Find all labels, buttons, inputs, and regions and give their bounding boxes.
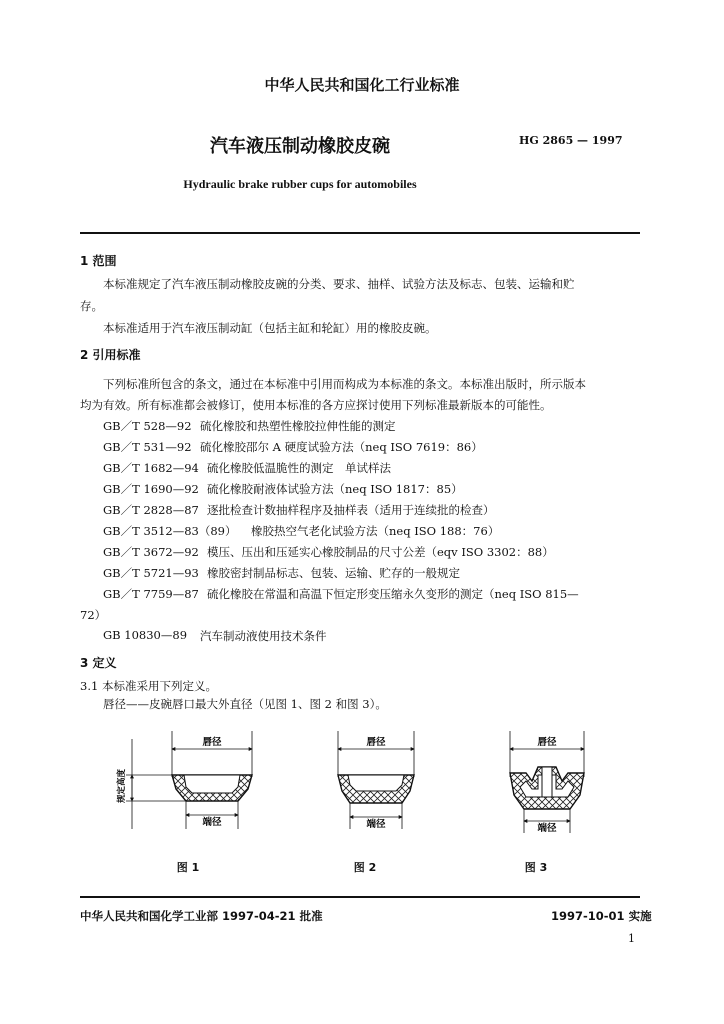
ref-title: 硫化橡胶低温脆性的测定 单试样法 xyxy=(207,461,391,475)
fig1-height-label: 规定高度 xyxy=(117,768,127,803)
ref-code: GB／T 1690—92 xyxy=(103,482,199,496)
ref-code: GB／T 3512—83（89） xyxy=(103,524,237,538)
section-1-heading: 1 范围 xyxy=(80,254,117,268)
section-3-heading: 3 定义 xyxy=(80,656,117,670)
section-2-para-1: 下列标准所包含的条文，通过在本标准中引用而构成为本标准的条文。本标准出版时，所示版本 xyxy=(103,377,586,391)
ref-title: 汽车制动液使用技术条件 xyxy=(200,629,327,643)
ref-title: 模压、压出和压延实心橡胶制品的尺寸公差（eqv ISO 3302：88） xyxy=(207,545,554,559)
definition-lip-diameter: 唇径——皮碗唇口最大外直径（见图 1、图 2 和图 3）。 xyxy=(103,697,387,711)
section-1-para-1: 本标准规定了汽车液压制动橡胶皮碗的分类、要求、抽样、试验方法及标志、包装、运输和贮 xyxy=(103,277,575,291)
ref-code: GB／T 1682—94 xyxy=(103,461,199,475)
fig3-end-label: 端径 xyxy=(537,823,557,834)
header-rule xyxy=(80,232,640,234)
issuing-body: 中华人民共和国化工行业标准 xyxy=(264,76,460,94)
footer-rule xyxy=(80,896,640,898)
figure-1-drawing xyxy=(116,731,252,829)
ref-title: 硫化橡胶邵尔 A 硬度试验方法（neq ISO 7619：86） xyxy=(200,440,483,454)
figure-3-caption: 图 3 xyxy=(524,861,548,874)
figures-svg xyxy=(80,725,640,875)
ref-code: GB／T 5721—93 xyxy=(103,566,199,580)
ref-code: GB／T 2828—87 xyxy=(103,503,199,517)
section-2-heading: 2 引用标准 xyxy=(80,348,141,362)
section-1-para-1-cont: 存。 xyxy=(80,299,103,313)
implementation-date: 1997-10-01 实施 xyxy=(551,909,652,923)
section-1-para-2: 本标准适用于汽车液压制动缸（包括主缸和轮缸）用的橡胶皮碗。 xyxy=(103,321,437,335)
figure-2-caption: 图 2 xyxy=(353,861,377,874)
page-number: 1 xyxy=(628,932,635,945)
ref-title: 橡胶热空气老化试验方法（neq ISO 188：76） xyxy=(251,524,500,538)
ref-code: GB／T 7759—87 xyxy=(103,587,199,601)
fig2-lip-label: 唇径 xyxy=(366,737,386,748)
fig1-lip-label: 唇径 xyxy=(202,737,222,748)
ref-title: 硫化橡胶在常温和高温下恒定形变压缩永久变形的测定（neq ISO 815— xyxy=(207,587,579,601)
ref-title: 硫化橡胶和热塑性橡胶拉伸性能的测定 xyxy=(200,419,396,433)
fig3-lip-label: 唇径 xyxy=(537,737,557,748)
figure-1-caption: 图 1 xyxy=(176,861,200,874)
figure-2-drawing xyxy=(338,731,414,830)
english-title: Hydraulic brake rubber cups for automobiles xyxy=(183,177,417,191)
ref-code: GB 10830—89 xyxy=(103,628,188,642)
ref-title-cont: 72） xyxy=(80,608,107,622)
ref-title: 逐批检查计数抽样程序及抽样表（适用于连续批的检查） xyxy=(207,503,495,517)
ref-code: GB／T 3672—92 xyxy=(103,545,199,559)
standard-number: HG 2865 — 1997 xyxy=(519,134,623,147)
section-2-para-1-cont: 均为有效。所有标准都会被修订，使用本标准的各方应探讨使用下列标准最新版本的可能性。 xyxy=(80,398,552,412)
ref-code: GB／T 528—92 xyxy=(103,419,192,433)
ref-title: 橡胶密封制品标志、包装、运输、贮存的一般规定 xyxy=(207,566,460,580)
clause-3-1: 3.1 本标准采用下列定义。 xyxy=(80,679,217,693)
document-title: 汽车液压制动橡胶皮碗 xyxy=(210,136,390,157)
fig2-end-label: 端径 xyxy=(366,819,386,830)
ref-title: 硫化橡胶耐液体试验方法（neq ISO 1817：85） xyxy=(207,482,463,496)
figure-3-drawing xyxy=(510,731,584,834)
approval-note: 中华人民共和国化学工业部 1997-04-21 批准 xyxy=(80,909,323,923)
ref-code: GB／T 531—92 xyxy=(103,440,192,454)
fig1-end-label: 端径 xyxy=(202,817,222,828)
